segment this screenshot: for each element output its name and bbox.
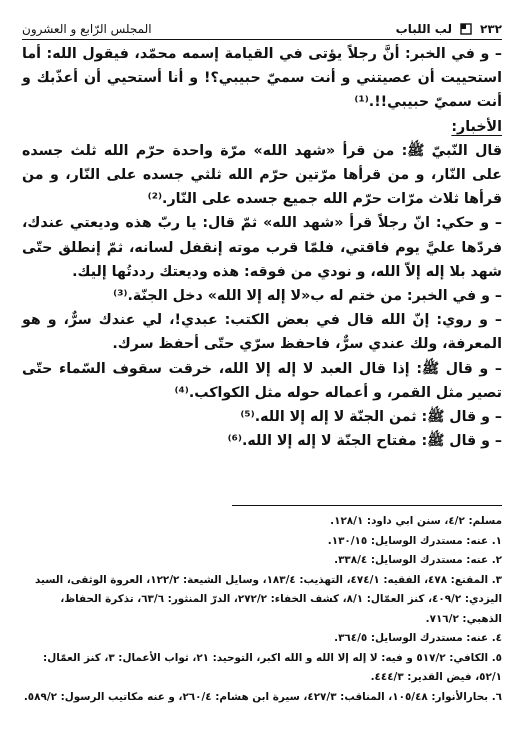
footnote-6: ٦. بحارالأنوار: ١٠٥/٤٨، المناقب: ٤٢٧/٣، سيرة ابن هشام: ٢٦٠/٤، و عنه مكاتيب الرسول: ٥٨٩/٢.: [23, 690, 502, 703]
footnotes: [22, 512, 502, 707]
book-icon: [460, 23, 472, 35]
paragraph-8: – و قال ﷺ: مفتاح الجنّة لا إله إلا الله.⁽⁶⁾: [227, 433, 502, 450]
paragraph-2: قال النّبيّ ﷺ: من قرأ «شهد الله» مرّة واحدة حرّم الله ثلث جسده على النّار، و من قرأها مرّتين حرّم الله ثلثي جسده على النّار، و من قرأها ثلاث مرّات حرّم الله جميع جسده على النّار.⁽²⁾: [22, 142, 502, 208]
footnote-2: ٢. عنه: مستدرك الوسايل: ٣٣٨/٤.: [334, 554, 502, 566]
page-number: ٢٣٢: [480, 22, 502, 36]
paragraph-3: – و حكي: انّ رجلاً قرأ «شهد الله» ثمّ قال: يا ربّ هذه وديعتي عندك، فردّها عليَّ يوم فاقتي، فلمّا قرب موته إنقفل لسانه، ثمّ إنطلق حتّى شهد بلا إله إلاّ الله، و نودي من فوقه: هذه وديعتك رددتُها إليك.: [22, 215, 502, 280]
book-title: لب اللباب: [395, 22, 453, 36]
main-text: [22, 42, 502, 453]
paragraph-5: – و روي: إنّ الله قال في بعض الكتب: عبدي!، لي عندك سرٌّ، و هو المعرفة، ولك عندي سرٌّ، فاحفظ سرّي حتّى أحفظ سرك.: [22, 312, 502, 353]
footnote-4: ٤. عنه: مستدرك الوسايل: ٣٦٤/٥.: [334, 632, 502, 644]
header-right: [396, 22, 502, 36]
paragraph-7: – و قال ﷺ: ثمن الجنّة لا إله إلا الله.⁽⁵⁾: [240, 409, 502, 426]
running-header: [22, 14, 502, 40]
footnote-divider: [232, 505, 502, 506]
footnote-1: ١. عنه: مستدرك الوسايل: ١٣٠/١٥.: [327, 534, 502, 547]
footnote-3: ٣. المقنع: ٤٧٨، الفقيه: ٤٧٤/١، التهذيب: ١٨٣/٤، وسايل الشيعة: ١٢٢/٢، العروة الوثقى، السيد اليزدي: ٤٠٩/٢، كنز العمّال: ٨/١، كشف الخفاء: ٢٧٢/٢، الدرّ المنثور: ٦٣/٦، تذكرة الحفاظ، الذهبي: ٧١٦/٢.: [34, 573, 502, 625]
paragraph-1: – و في الخبر: أنَّ رجلاً يؤتى في القيامة إسمه محمّد، فيقول الله: أما استحييت أن عصيتني و أنت سميّ حبيبي؟! و أنا أستحيي أن أعذّبك و أنت سميّ حبيبي!!.⁽¹⁾: [22, 46, 502, 111]
footnote-5: ٥. الكافي: ٥١٧/٢ و فيه: لا إله إلا الله و الله اكبر، التوحيد: ٢١، ثواب الأعمال: ٣، كنز العمّال: ٥٢/١، فيض القدير: ٤٤٤/٣.: [43, 651, 502, 683]
paragraph-6: – و قال ﷺ: إذا قال العبد لا إله إلا الله، خرقت سقوف السّماء حتّى تصير مثل القمر، و أعماله حوله مثل الكواكب.⁽⁴⁾: [22, 360, 502, 401]
section-heading: الأخبار:: [451, 118, 502, 135]
paragraph-4: – و في الخبر: من ختم له ب«لا إله إلا الله» دخل الجنّة.⁽³⁾: [113, 288, 502, 305]
section-title: المجلس الرّابع و العشرون: [22, 22, 152, 36]
footnote-0: مسلم: ٤/٢، سنن ابي داود: ١٢٨/١.: [330, 515, 502, 527]
